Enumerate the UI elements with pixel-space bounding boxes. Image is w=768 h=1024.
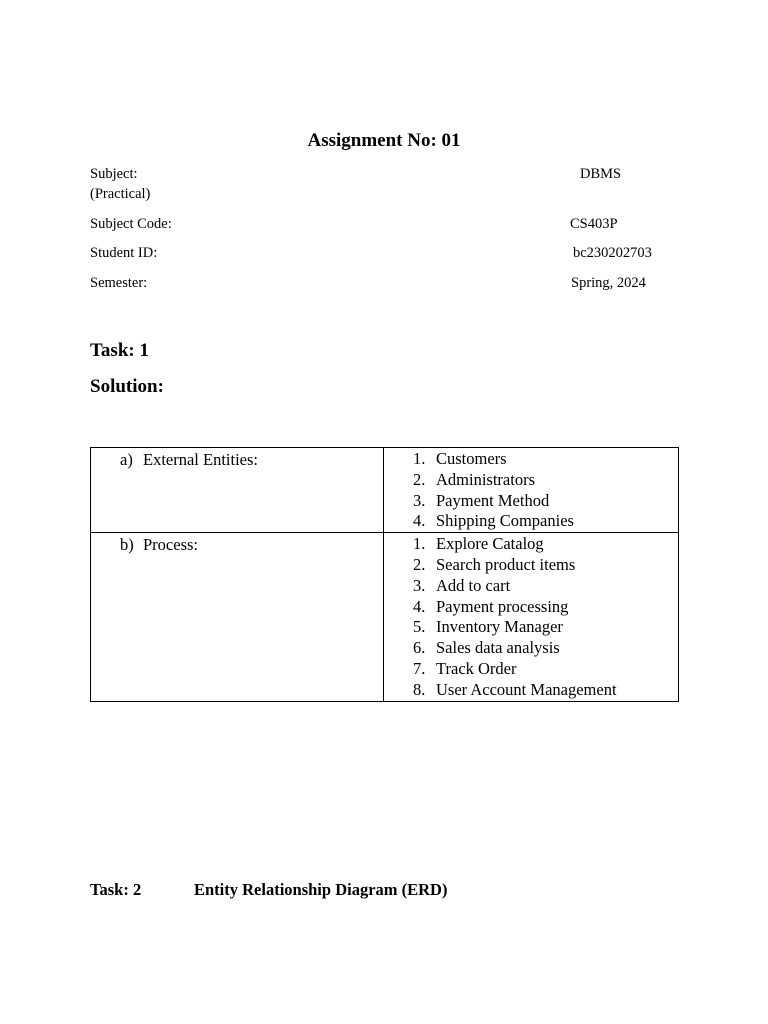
subject-code-value: CS403P	[570, 216, 618, 232]
list-text: Shipping Companies	[436, 511, 574, 531]
task2-heading: Task: 2	[90, 880, 142, 899]
list-item	[384, 597, 678, 618]
list-item	[384, 511, 678, 532]
table-row-process	[91, 533, 679, 701]
table-cell-category	[91, 533, 384, 701]
list-text: Add to cart	[436, 575, 511, 595]
list-text: Inventory Manager	[436, 617, 563, 637]
list-text: Payment processing	[436, 596, 569, 616]
list-item	[384, 576, 678, 597]
list-number: 4.	[413, 511, 426, 531]
list-text: Sales data analysis	[436, 638, 560, 658]
task1-table	[90, 447, 679, 702]
task1-heading: Task: 1	[90, 340, 149, 361]
student-id-label: Student ID:	[90, 245, 158, 261]
list-number: 6.	[413, 638, 426, 658]
row-marker: b)	[120, 535, 134, 555]
solution-heading: Solution:	[90, 376, 164, 397]
list-number: 2.	[413, 554, 426, 574]
row-label: Process:	[143, 535, 198, 555]
row-marker: a)	[120, 450, 133, 469]
list-number: 1.	[413, 449, 426, 468]
list-text: Explore Catalog	[436, 534, 544, 554]
list-text: Customers	[436, 449, 507, 468]
list-item	[384, 638, 678, 659]
list-item	[384, 470, 678, 491]
list-text: Administrators	[436, 469, 535, 489]
list-text: User Account Management	[436, 679, 617, 699]
list-item	[384, 491, 678, 512]
student-id-value: bc230202703	[573, 245, 652, 261]
subject-value: DBMS	[580, 166, 622, 182]
subject-code-label: Subject Code:	[90, 216, 172, 232]
list-number: 2.	[413, 469, 426, 489]
subject-label: Subject:	[90, 166, 138, 182]
table-cell-items	[384, 448, 679, 533]
table-cell-category	[91, 448, 384, 533]
external-entities-list	[384, 448, 678, 532]
process-list	[384, 533, 678, 700]
list-item	[384, 680, 678, 701]
list-number: 5.	[413, 617, 426, 637]
semester-value: Spring, 2024	[571, 275, 646, 291]
subject-label-practical: (Practical)	[90, 186, 151, 202]
list-item	[384, 659, 678, 680]
assignment-title: Assignment No: 01	[307, 130, 461, 151]
semester-label: Semester:	[90, 275, 148, 291]
list-item	[384, 555, 678, 576]
table-cell-items	[384, 533, 679, 701]
row-label: External Entities:	[143, 450, 259, 469]
list-item	[384, 534, 678, 555]
list-number: 8.	[413, 679, 426, 699]
table-row-external-entities	[91, 448, 679, 533]
list-text: Payment Method	[436, 490, 550, 510]
list-number: 1.	[413, 534, 426, 554]
task2-title: Entity Relationship Diagram (ERD)	[194, 880, 448, 899]
list-number: 4.	[413, 596, 426, 616]
list-text: Search product items	[436, 554, 576, 574]
list-item	[384, 617, 678, 638]
list-number: 3.	[413, 575, 426, 595]
list-number: 7.	[413, 658, 426, 678]
list-item	[384, 449, 678, 470]
list-number: 3.	[413, 490, 426, 510]
list-text: Track Order	[436, 658, 517, 678]
